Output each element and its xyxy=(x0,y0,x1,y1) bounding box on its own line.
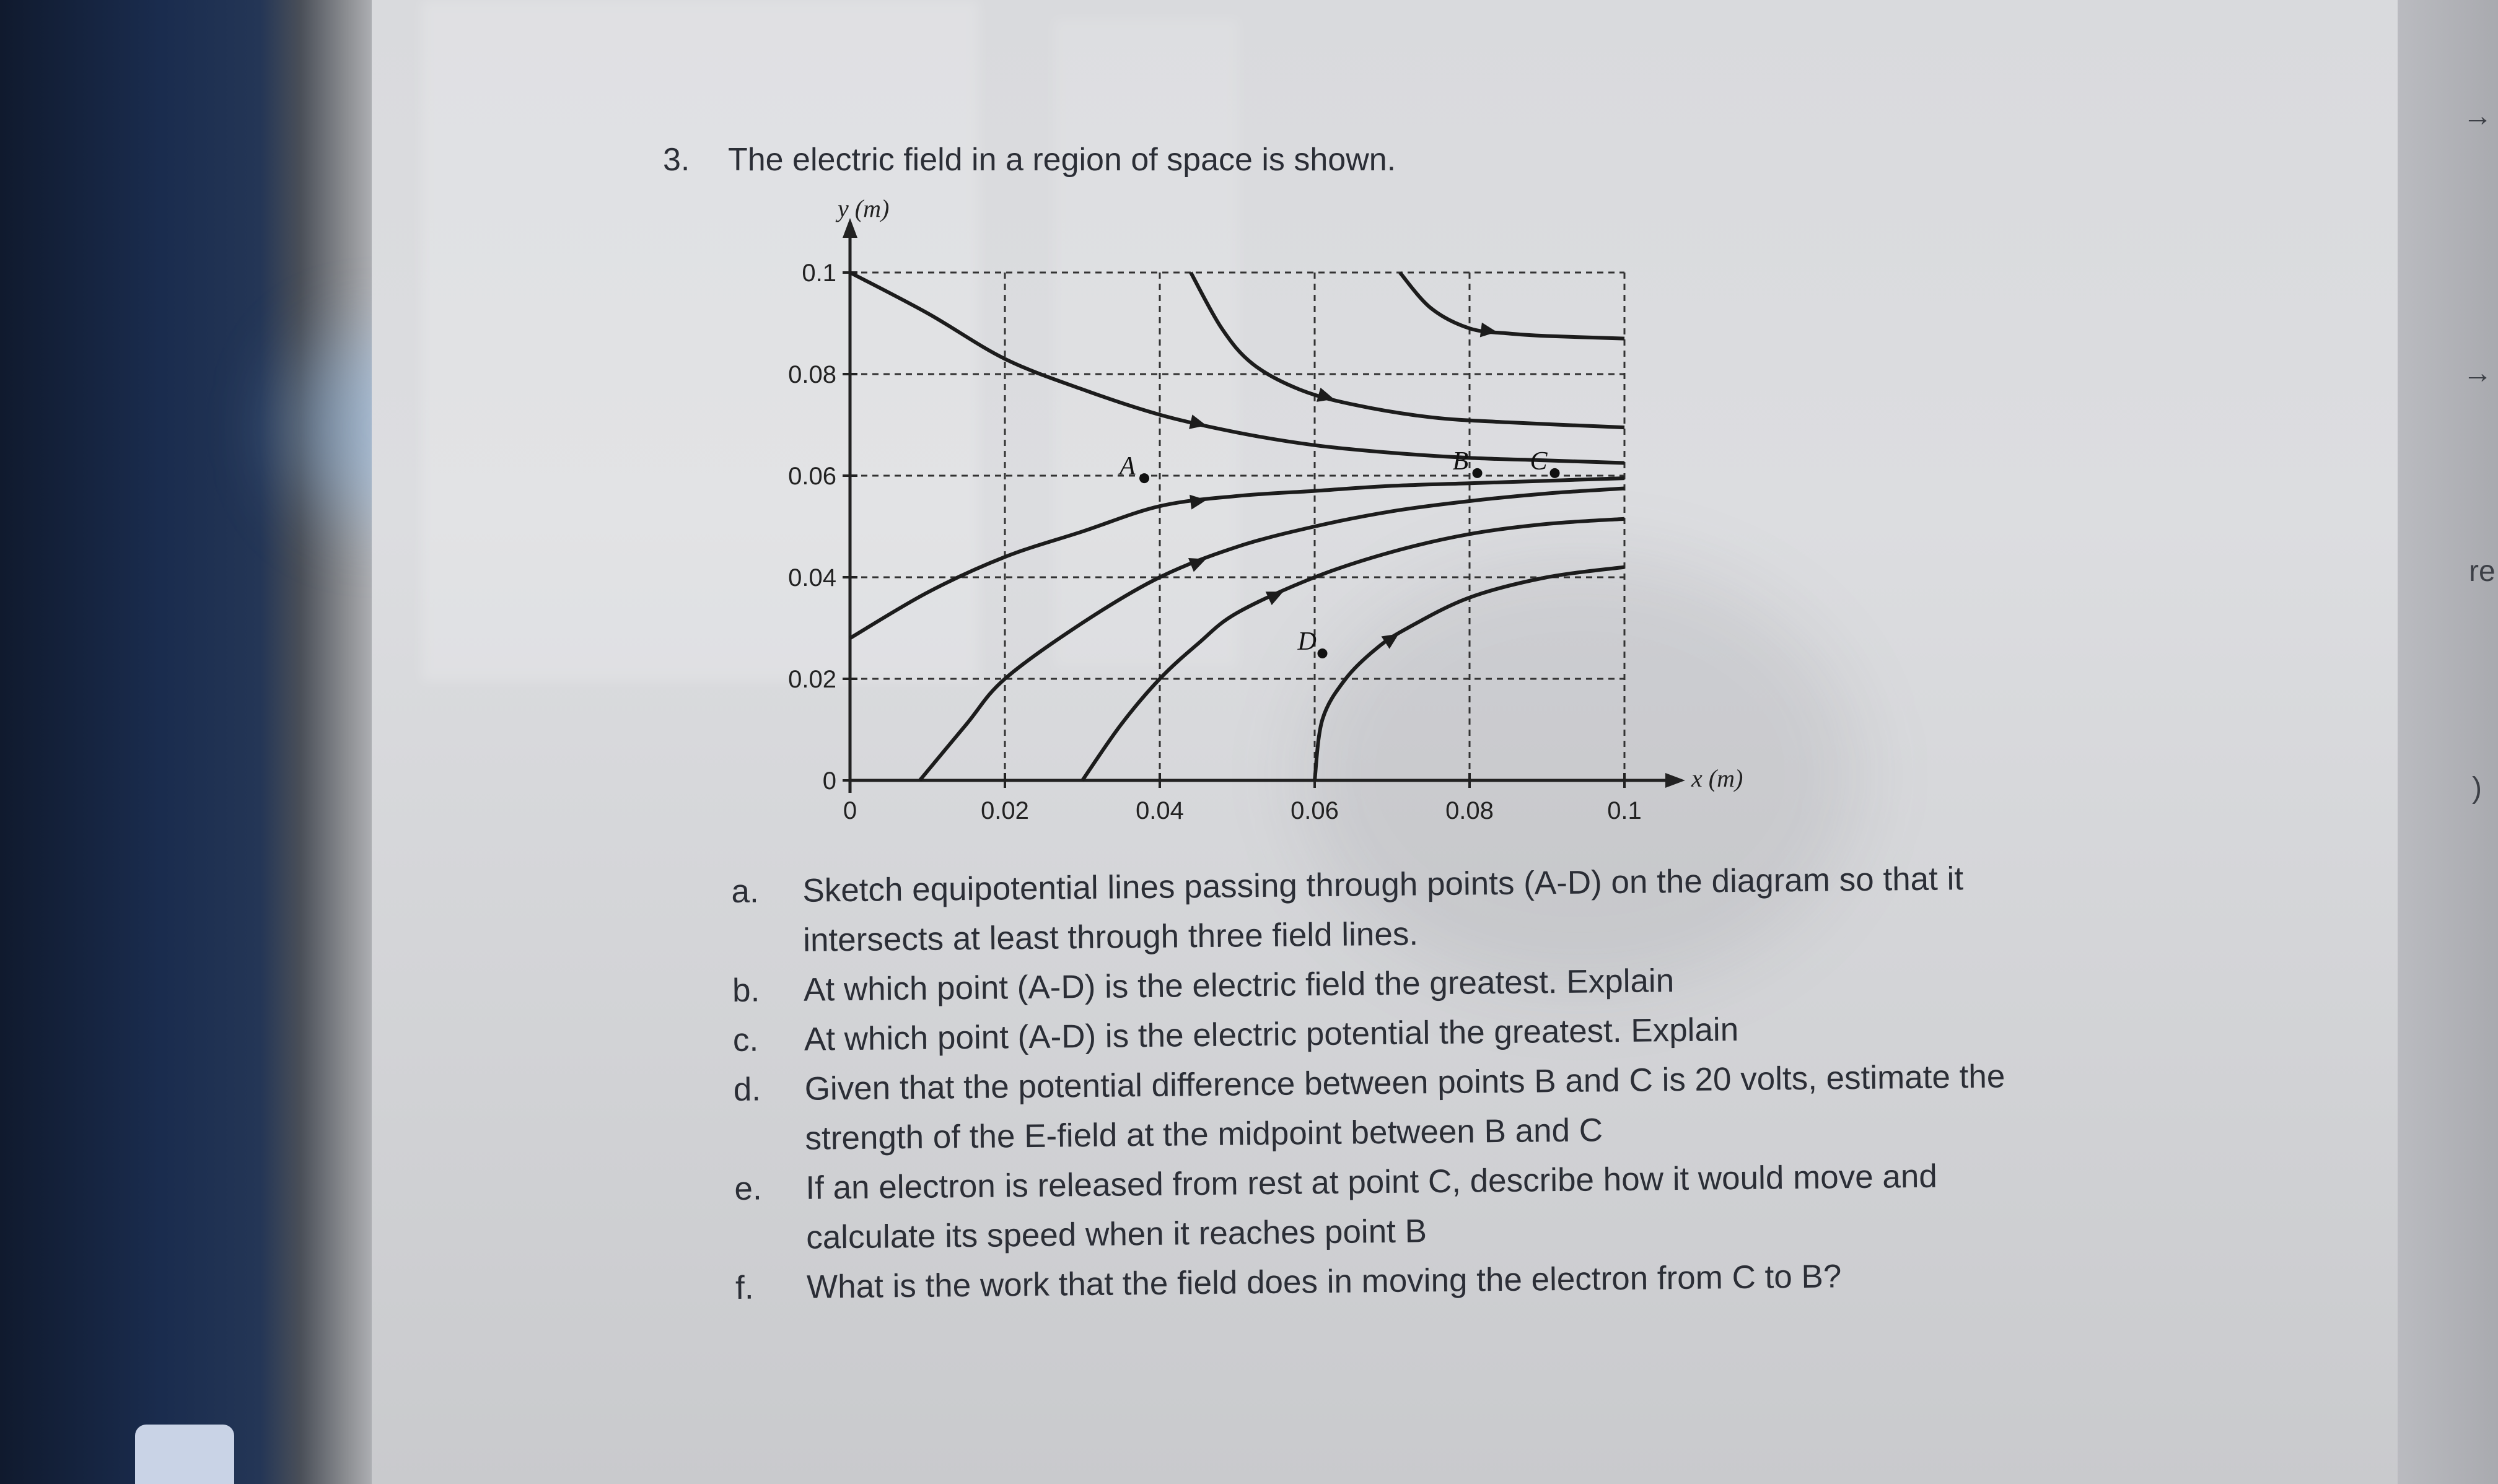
part-e xyxy=(734,1150,2160,1264)
field-direction-arrow xyxy=(1190,495,1206,510)
point-a-label: A xyxy=(1120,452,1136,481)
part-letter: d. xyxy=(733,1071,761,1108)
point-c-dot xyxy=(1550,468,1560,478)
question-parts xyxy=(731,852,2160,1313)
question-number: 3. xyxy=(663,142,690,178)
y-tick-label: 0.06 xyxy=(788,463,836,490)
electric-field-chart xyxy=(731,186,1784,836)
edge-text-fragment: ) xyxy=(2472,772,2482,805)
y-tick-label: 0.04 xyxy=(788,564,836,591)
part-text: What is the work that the field does in moving the electron from C to B? xyxy=(806,1258,1842,1306)
question-text: The electric field in a region of space is shown. xyxy=(728,142,1396,178)
x-axis-label: x (m) xyxy=(1691,764,1743,792)
part-text: Sketch equipotential lines passing through points (A-D) on the diagram so that it intersects at least through three field lines. xyxy=(802,860,1964,959)
field-line-7 xyxy=(1315,567,1624,780)
x-axis-arrowhead xyxy=(1665,773,1685,788)
field-line-1 xyxy=(850,273,1624,463)
y-tick-label: 0.1 xyxy=(802,260,836,287)
y-tick-label: 0.08 xyxy=(788,361,836,388)
part-text: At which point (A-D) is the electric field the greatest. Explain xyxy=(803,962,1675,1008)
point-b-label: B xyxy=(1452,447,1469,476)
labeled-points xyxy=(1118,447,1560,658)
part-letter: e. xyxy=(734,1170,762,1207)
x-tick-label: 0 xyxy=(843,797,857,824)
field-line-5 xyxy=(920,489,1625,781)
dock-app-icon xyxy=(135,1425,234,1484)
part-letter: a. xyxy=(731,873,759,910)
part-letter: f. xyxy=(735,1269,754,1306)
x-tick-label: 0.04 xyxy=(1136,797,1184,824)
point-d-label: D xyxy=(1297,627,1317,656)
part-text: If an electron is released from rest at point C, describe how it would move and calculate its speed when it reaches point B xyxy=(805,1158,1938,1256)
edge-text-fragment: re xyxy=(2469,555,2496,588)
field-lines xyxy=(850,273,1624,780)
point-b-dot xyxy=(1473,468,1483,478)
x-tick-label: 0.06 xyxy=(1291,797,1339,824)
edge-arrow-icon: → xyxy=(2463,357,2492,390)
point-d-dot xyxy=(1318,648,1328,658)
tick-labels xyxy=(788,260,1642,824)
x-tick-label: 0.1 xyxy=(1607,797,1642,824)
part-text: At which point (A-D) is the electric potential the greatest. Explain xyxy=(804,1011,1739,1058)
field-line-2 xyxy=(1191,273,1624,427)
part-text: Given that the potential difference between points B and C is 20 volts, estimate the strength of the E-field at the midpoint between B and C xyxy=(804,1058,2005,1157)
field-line-3 xyxy=(1400,273,1625,339)
y-tick-label: 0 xyxy=(822,767,836,795)
x-tick-label: 0.02 xyxy=(981,797,1029,824)
field-direction-arrow xyxy=(1480,323,1497,338)
field-line-6 xyxy=(1082,519,1624,780)
point-a-dot xyxy=(1139,473,1149,483)
part-letter: c. xyxy=(732,1021,759,1058)
edge-arrow-icon: → xyxy=(2463,100,2492,133)
y-axis-label: y (m) xyxy=(838,194,890,222)
y-tick-label: 0.02 xyxy=(788,666,836,693)
part-d xyxy=(733,1050,2159,1164)
point-c-label: C xyxy=(1530,447,1548,476)
part-a xyxy=(731,852,2157,966)
part-letter: b. xyxy=(732,972,760,1009)
x-tick-label: 0.08 xyxy=(1445,797,1494,824)
